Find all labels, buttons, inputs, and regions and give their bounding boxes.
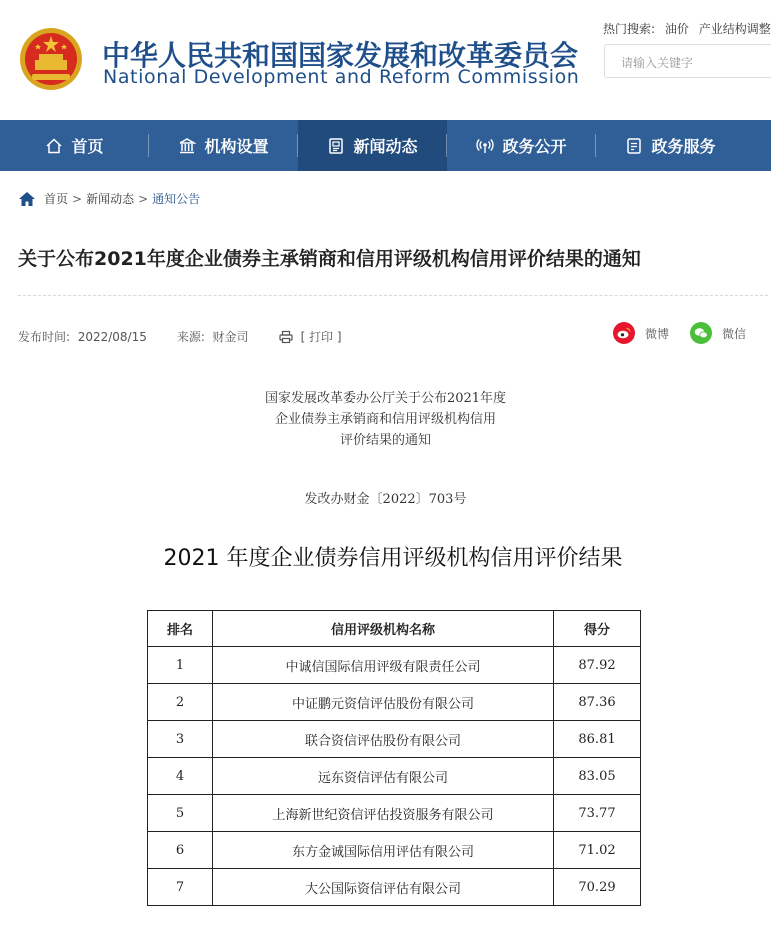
- news-icon: [327, 137, 345, 155]
- hot-term-link[interactable]: 油价: [664, 22, 689, 36]
- site-header: [0, 0, 771, 120]
- header-rank: 排名: [148, 611, 213, 647]
- publish-label: 发布时间:: [18, 330, 71, 344]
- site-title-en[interactable]: National Development and Reform Commission: [103, 66, 580, 88]
- building-icon: [178, 137, 196, 155]
- table-row: [148, 684, 641, 721]
- subtitle-line: 国家发展改革委办公厅关于公布2021年度: [264, 391, 507, 406]
- share-weibo-button[interactable]: [613, 322, 669, 344]
- source-label: 来源:: [176, 330, 205, 344]
- cell-score: 73.77: [554, 795, 641, 832]
- cell-agency-name: 东方金诚国际信用评估有限公司: [213, 832, 554, 869]
- subtitle-line: 评价结果的通知: [339, 433, 431, 448]
- results-table: [147, 610, 641, 906]
- cell-rank: 7: [148, 869, 213, 906]
- header-agency-name: 信用评级机构名称: [213, 611, 554, 647]
- print-button[interactable]: [279, 328, 342, 345]
- article-meta: [18, 328, 342, 345]
- table-header-row: [148, 611, 641, 647]
- cell-agency-name: 上海新世纪资信评估投资服务有限公司: [213, 795, 554, 832]
- nav-item-gov-affairs[interactable]: [447, 120, 596, 171]
- cell-score: 83.05: [554, 758, 641, 795]
- results-heading: 2021 年度企业债券信用评级机构信用评价结果: [163, 546, 623, 571]
- table-row: [148, 832, 641, 869]
- wechat-icon: [690, 322, 712, 344]
- cell-rank: 5: [148, 795, 213, 832]
- document-number: 发改办财金〔2022〕703号: [304, 492, 467, 507]
- nav-item-label: 政务公开: [502, 137, 567, 156]
- site-title-cn[interactable]: 中华人民共和国国家发展和改革委员会: [102, 39, 579, 72]
- cell-score: 87.36: [554, 684, 641, 721]
- hot-term-link[interactable]: 产业结构调整: [698, 22, 771, 36]
- main-nav: [0, 120, 771, 171]
- cell-rank: 4: [148, 758, 213, 795]
- table-row: [148, 647, 641, 684]
- print-label: [ 打印 ]: [300, 330, 342, 344]
- table-row: [148, 795, 641, 832]
- cell-rank: 2: [148, 684, 213, 721]
- breadcrumb-news[interactable]: 新闻动态: [86, 192, 135, 206]
- weibo-icon: [613, 322, 635, 344]
- notice-subtitle: [0, 388, 771, 451]
- table-row: [148, 758, 641, 795]
- cell-rank: 3: [148, 721, 213, 758]
- article-title: 关于公布2021年度企业债券主承销商和信用评级机构信用评价结果的通知: [18, 248, 641, 270]
- cell-agency-name: 中诚信国际信用评级有限责任公司: [213, 647, 554, 684]
- nav-item-news[interactable]: [298, 120, 447, 171]
- nav-item-gov-services[interactable]: [596, 120, 745, 171]
- home-icon[interactable]: [18, 191, 36, 207]
- source: [177, 328, 249, 345]
- header-score: 得分: [554, 611, 641, 647]
- cell-agency-name: 远东资信评估有限公司: [213, 758, 554, 795]
- cell-rank: 6: [148, 832, 213, 869]
- cell-agency-name: 大公国际资信评估有限公司: [213, 869, 554, 906]
- title-divider: [18, 295, 768, 296]
- cell-score: 70.29: [554, 869, 641, 906]
- nav-item-label: 首页: [71, 137, 104, 156]
- nav-item-label: 新闻动态: [353, 137, 418, 156]
- share-weibo-label: 微博: [645, 326, 670, 341]
- national-emblem-icon[interactable]: [18, 26, 84, 92]
- home-icon: [45, 137, 63, 155]
- breadcrumb-notices[interactable]: 通知公告: [152, 192, 201, 206]
- breadcrumb: [18, 190, 200, 207]
- share-wechat-button[interactable]: [690, 322, 746, 344]
- cell-score: 86.81: [554, 721, 641, 758]
- cell-agency-name: 中证鹏元资信评估股份有限公司: [213, 684, 554, 721]
- document-icon: [625, 137, 643, 155]
- cell-score: 71.02: [554, 832, 641, 869]
- printer-icon: [279, 330, 293, 344]
- cell-rank: 1: [148, 647, 213, 684]
- breadcrumb-separator: >: [138, 191, 149, 206]
- search-input[interactable]: 请输入关键字: [604, 44, 771, 78]
- table-row: [148, 721, 641, 758]
- cell-agency-name: 联合资信评估股份有限公司: [213, 721, 554, 758]
- breadcrumb-separator: >: [72, 191, 83, 206]
- nav-item-home[interactable]: [0, 120, 149, 171]
- hot-search-label: 热门搜索:: [603, 22, 656, 36]
- cell-score: 87.92: [554, 647, 641, 684]
- publish-time: [18, 328, 147, 345]
- nav-item-label: 机构设置: [204, 137, 269, 156]
- broadcast-icon: [476, 137, 494, 155]
- nav-item-organization[interactable]: [149, 120, 298, 171]
- hot-search: [603, 20, 771, 37]
- publish-date: 2022/08/15: [77, 330, 147, 344]
- breadcrumb-home[interactable]: 首页: [44, 192, 69, 206]
- source-value: 财金司: [212, 330, 249, 344]
- subtitle-line: 企业债券主承销商和信用评级机构信用: [274, 412, 496, 427]
- nav-item-label: 政务服务: [651, 137, 716, 156]
- table-row: [148, 869, 641, 906]
- share-wechat-label: 微信: [722, 326, 747, 341]
